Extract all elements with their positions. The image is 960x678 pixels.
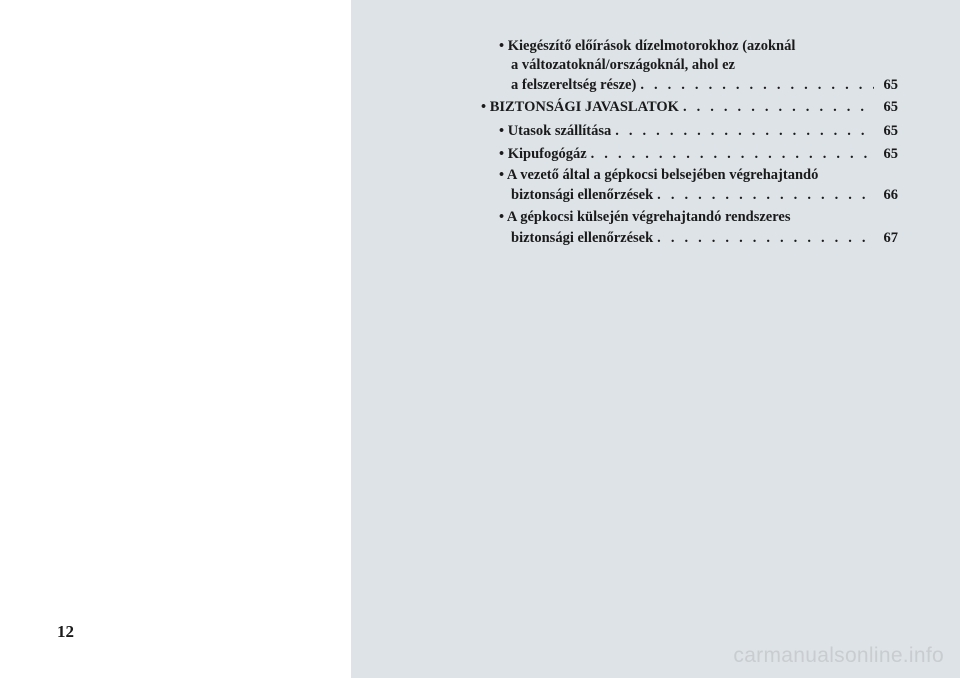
- toc-item-diesel-page: 65: [883, 77, 898, 93]
- watermark: carmanualsonline.info: [733, 644, 944, 667]
- page-number: 12: [57, 622, 74, 641]
- leader-dots: [657, 186, 874, 204]
- toc-item-exterior-checks-label: biztonsági ellenőrzések: [511, 230, 654, 246]
- toc-item-interior-checks-line1: • A vezető által a gépkocsi belsejében végrehajtandó: [499, 167, 819, 183]
- toc-item-diesel-entry[interactable]: [511, 76, 898, 94]
- toc-item-safety-tips[interactable]: [481, 98, 898, 116]
- toc-item-interior-checks-label: biztonsági ellenőrzések: [511, 187, 654, 203]
- toc-item-passengers-page: 65: [883, 123, 898, 139]
- leader-dots: [615, 122, 874, 140]
- toc-item-interior-checks-entry[interactable]: [511, 186, 898, 204]
- toc-item-diesel-label: a felszereltség része): [511, 77, 637, 93]
- leader-dots: [683, 98, 874, 116]
- leader-dots: [640, 76, 874, 94]
- right-page: [351, 0, 960, 678]
- toc-item-exterior-checks-page: 67: [883, 230, 898, 246]
- toc-item-safety-tips-label: • BIZTONSÁGI JAVASLATOK: [481, 99, 679, 115]
- toc-item-diesel-line2: a változatoknál/országoknál, ahol ez: [511, 57, 735, 73]
- toc-item-passengers[interactable]: [499, 122, 898, 140]
- toc-item-exterior-checks-line1: • A gépkocsi külsején végrehajtandó rendszeres: [499, 209, 791, 225]
- toc-item-safety-tips-page: 65: [883, 99, 898, 115]
- toc-item-diesel-line1: • Kiegészítő előírások dízelmotorokhoz (azoknál: [499, 38, 796, 54]
- leader-dots: [591, 145, 874, 163]
- leader-dots: [657, 229, 874, 247]
- toc-item-exhaust-page: 65: [883, 146, 898, 162]
- toc-item-exterior-checks-entry[interactable]: [511, 229, 898, 247]
- left-page: [0, 0, 351, 678]
- toc-item-exhaust[interactable]: [499, 145, 898, 163]
- toc-item-interior-checks-page: 66: [883, 187, 898, 203]
- toc-item-exhaust-label: • Kipufogógáz: [499, 146, 587, 162]
- toc-item-passengers-label: • Utasok szállítása: [499, 123, 612, 139]
